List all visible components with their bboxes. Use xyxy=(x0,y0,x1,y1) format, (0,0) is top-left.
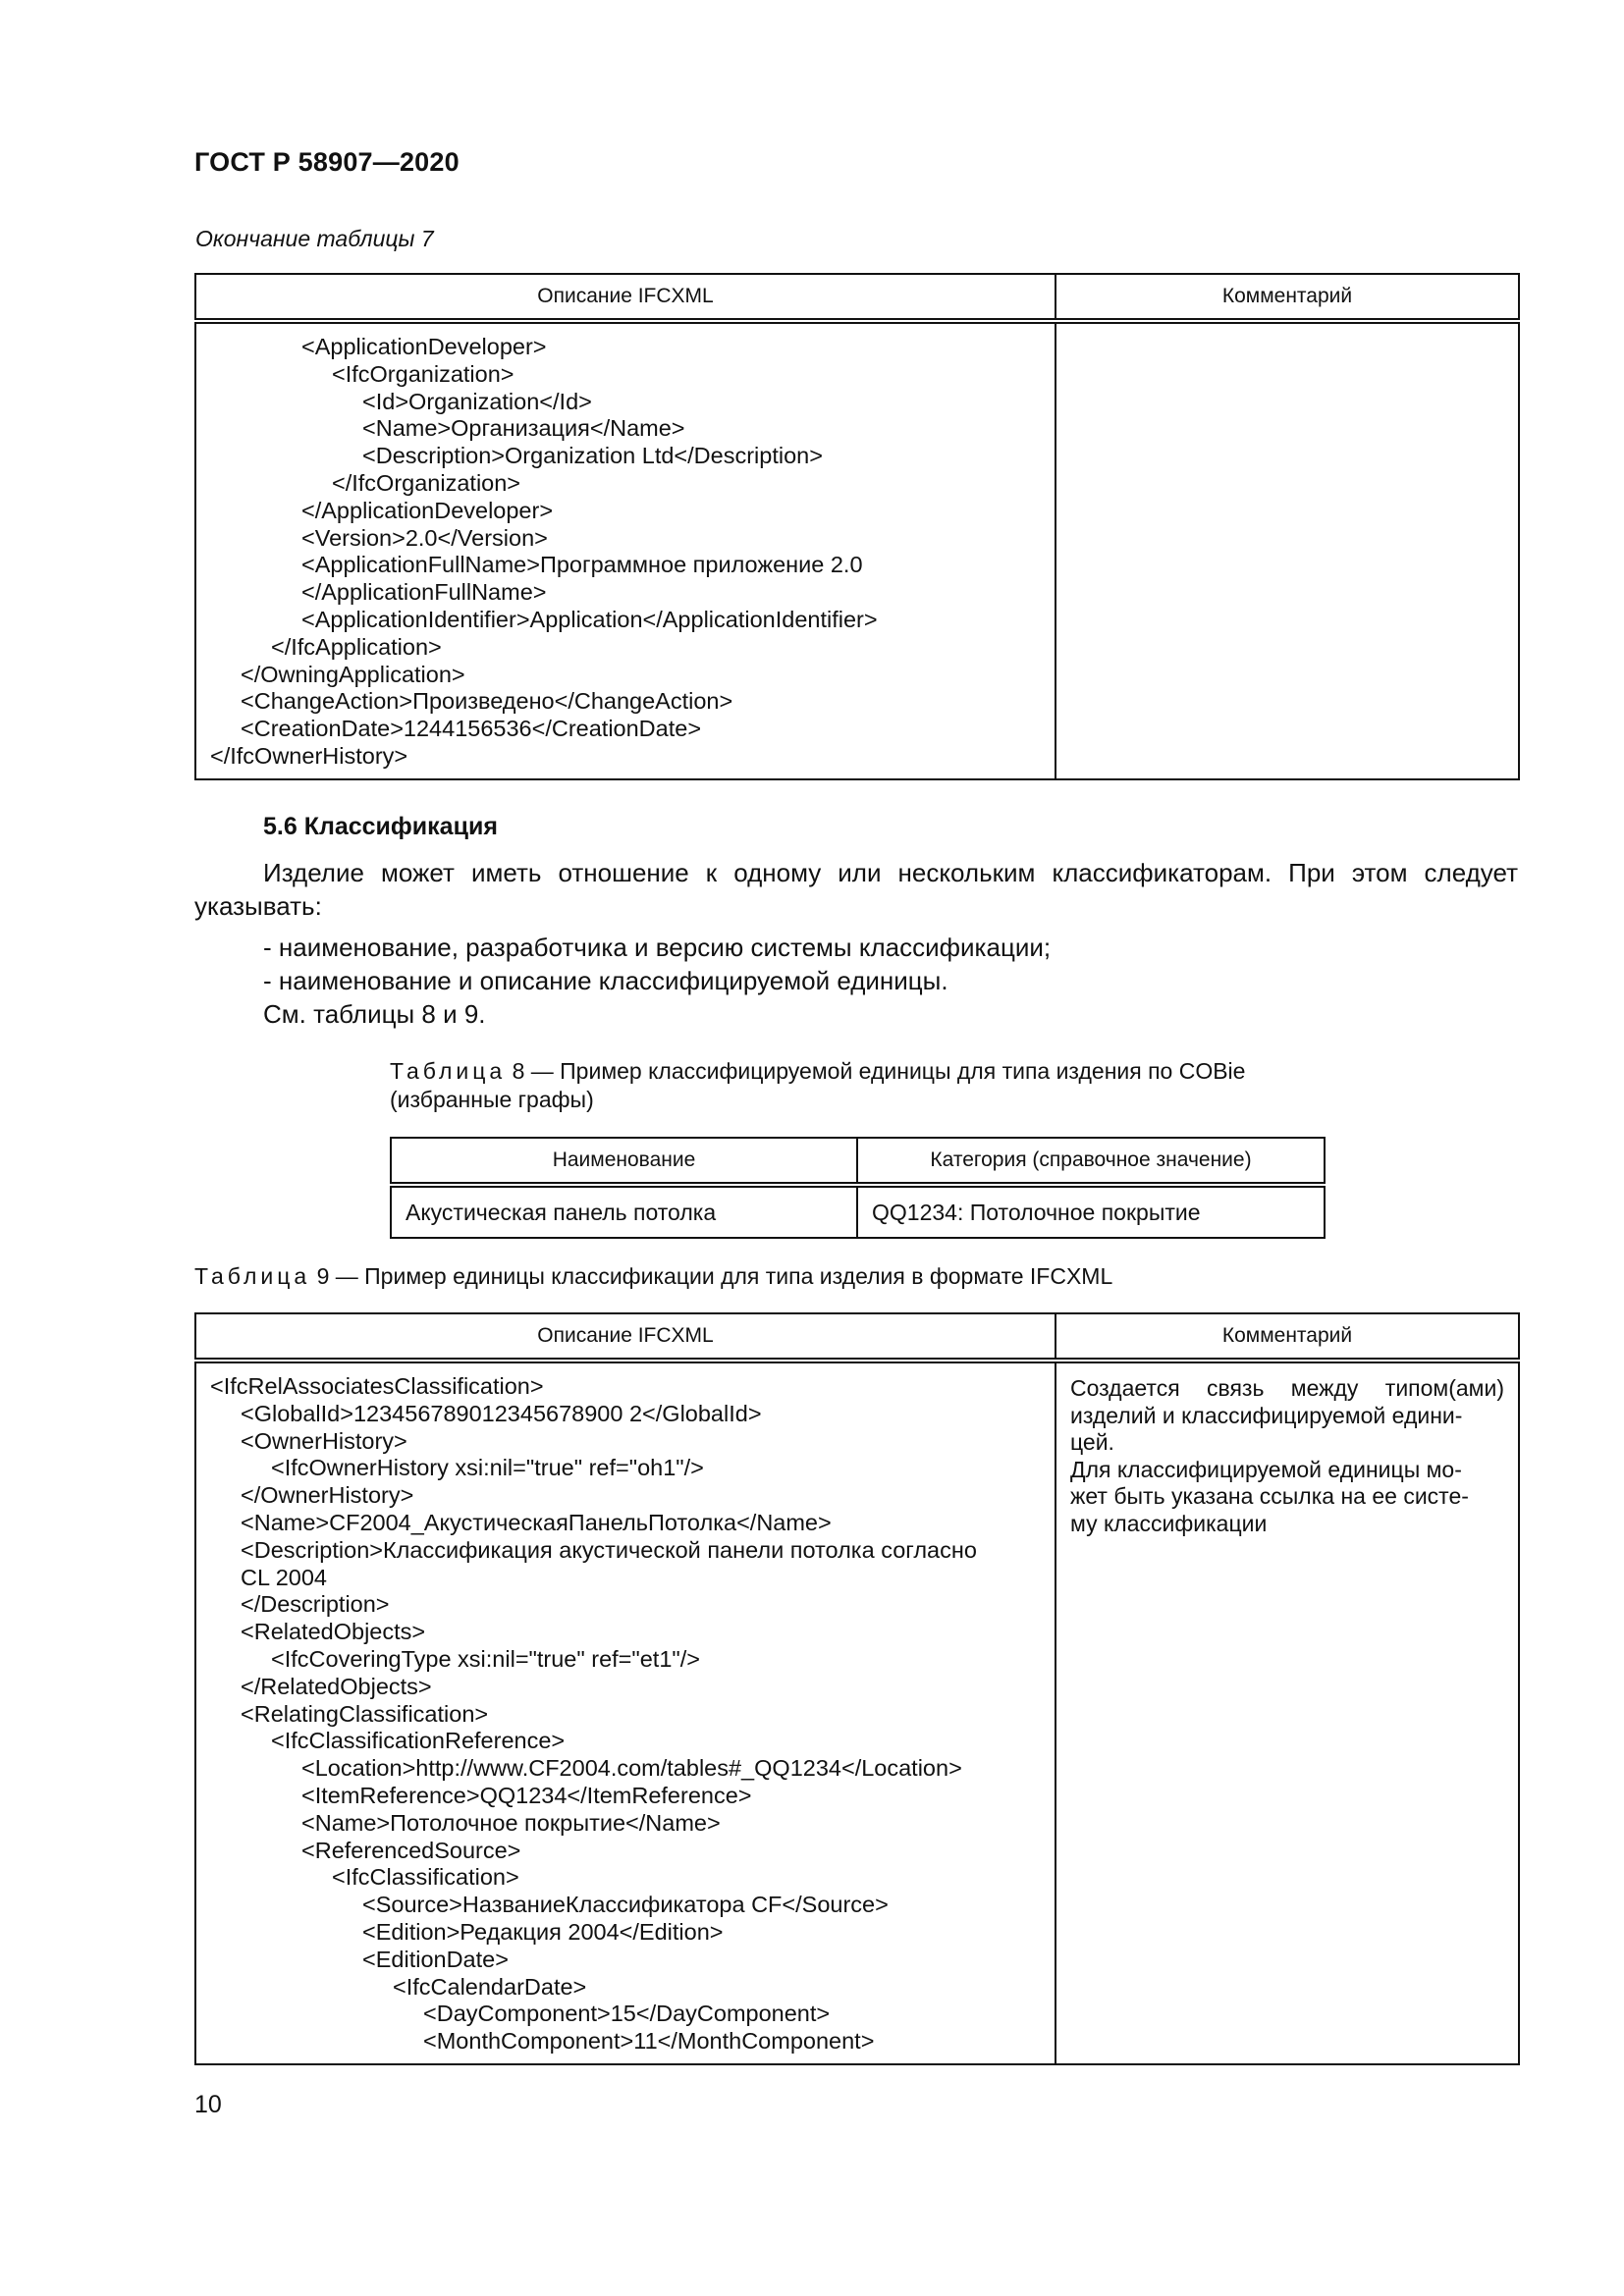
code-line: <Version>2.0</Version> xyxy=(301,524,548,551)
table-7 xyxy=(194,273,1520,780)
code-line: </ApplicationDeveloper> xyxy=(301,497,554,523)
page-number: 10 xyxy=(194,2091,222,2118)
code-line: <Edition>Редакция 2004</Edition> xyxy=(362,1918,724,1945)
code-line: <IfcRelAssociatesClassification> xyxy=(210,1373,544,1399)
code-line: <OwnerHistory> xyxy=(241,1427,407,1454)
code-line: </RelatedObjects> xyxy=(241,1673,432,1699)
code-line: <Name>Потолочное покрытие</Name> xyxy=(301,1809,721,1836)
section-heading: 5.6 Классификация xyxy=(263,813,498,840)
list-item: - наименование, разработчика и версию системы классификации; xyxy=(263,933,1052,962)
column-header-description: Описание IFCXML xyxy=(195,1313,1056,1361)
table-caption-text: 8 — Пример классифицируемой единицы для типа издения по COBie xyxy=(506,1058,1246,1084)
comment-cell xyxy=(1056,321,1519,779)
code-line: <DayComponent>15</DayComponent> xyxy=(423,2001,831,2027)
code-line: </Description> xyxy=(241,1591,390,1618)
table-caption-text: 9 — Пример единицы классификации для типа изделия в формате IFCXML xyxy=(310,1263,1113,1289)
code-line: <ItemReference>QQ1234</ItemReference> xyxy=(301,1782,752,1808)
code-line: </OwnerHistory> xyxy=(241,1482,414,1509)
table-9 xyxy=(194,1312,1520,2065)
column-header-name: Наименование xyxy=(391,1138,857,1185)
code-line: <IfcCalendarDate> xyxy=(393,1973,587,2000)
code-line: <EditionDate> xyxy=(362,1946,509,1972)
table-8-caption xyxy=(390,1057,1245,1086)
code-line: <CreationDate>1244156536</CreationDate> xyxy=(241,716,702,742)
code-line: </OwningApplication> xyxy=(241,661,465,687)
code-cell xyxy=(195,1361,1056,2064)
table-label: Таблица xyxy=(390,1058,507,1084)
table-cell: QQ1234: Потолочное покрытие xyxy=(857,1185,1325,1238)
code-line: <IfcOwnerHistory xsi:nil="true" ref="oh1"/> xyxy=(271,1455,704,1481)
code-line: <IfcClassificationReference> xyxy=(271,1728,566,1754)
code-line: <ApplicationFullName>Программное приложение 2.0 xyxy=(301,552,863,578)
table-cell: Акустическая панель потолка xyxy=(391,1185,857,1238)
code-line: </IfcOwnerHistory> xyxy=(210,742,408,769)
code-line: <IfcClassification> xyxy=(332,1864,519,1891)
code-line: <ApplicationIdentifier>Application</ApplicationIdentifier> xyxy=(301,606,878,632)
table-label: Таблица xyxy=(194,1263,311,1289)
code-line: <ReferencedSource> xyxy=(301,1837,521,1863)
comment-cell xyxy=(1056,1361,1519,2064)
code-line: <Name>Организация</Name> xyxy=(362,415,685,442)
code-line: <Source>НазваниеКлассификатора CF</Source> xyxy=(362,1892,889,1918)
see-tables-text: См. таблицы 8 и 9. xyxy=(263,999,486,1029)
column-header-comment: Комментарий xyxy=(1056,1313,1519,1361)
column-header-description: Описание IFCXML xyxy=(195,274,1056,321)
code-line: <IfcCoveringType xsi:nil="true" ref="et1"/> xyxy=(271,1645,700,1672)
code-line: <Id>Organization</Id> xyxy=(362,388,592,414)
code-line: </IfcOrganization> xyxy=(332,469,521,496)
column-header-comment: Комментарий xyxy=(1056,274,1519,321)
table-8 xyxy=(390,1137,1326,1239)
code-line: <MonthComponent>11</MonthComponent> xyxy=(423,2028,875,2055)
comment-text: Создается связь между типом(ами) изделий и классифицируемой едини- цей. Для классифицируемой единицы мо- жет быть указана ссылка на ее систе- му классификации xyxy=(1070,1375,1504,1536)
code-line: <Location>http://www.CF2004.com/tables#_QQ1234</Location> xyxy=(301,1755,962,1782)
list-item: - наименование и описание классифицируемой единицы. xyxy=(263,966,948,995)
code-line: <RelatingClassification> xyxy=(241,1700,489,1727)
code-line: </IfcApplication> xyxy=(271,633,442,660)
comment-text xyxy=(1056,324,1518,344)
column-header-category: Категория (справочное значение) xyxy=(857,1138,1325,1185)
code-line: <ApplicationDeveloper> xyxy=(301,334,547,359)
section-paragraph: Изделие может иметь отношение к одному или нескольким классификаторам. При этом следует указывать: xyxy=(194,858,1518,921)
code-line: <GlobalId>123456789012345678900 2</GlobalId> xyxy=(241,1400,762,1426)
code-line: <IfcOrganization> xyxy=(332,360,514,387)
code-cell xyxy=(195,321,1056,779)
code-line: <ChangeAction>Произведено</ChangeAction> xyxy=(241,688,733,715)
code-line: <RelatedObjects> xyxy=(241,1619,426,1645)
code-line: <Description>Organization Ltd</Description> xyxy=(362,443,823,469)
code-line: CL 2004 xyxy=(241,1564,327,1590)
code-line: </ApplicationFullName> xyxy=(301,579,547,606)
table-8-caption-line2: (избранные графы) xyxy=(390,1087,594,1112)
code-line: <Name>CF2004_АкустическаяПанельПотолка</Name> xyxy=(241,1509,832,1535)
table-continuation-caption: Окончание таблицы 7 xyxy=(195,226,434,251)
ifcxml-code-block xyxy=(196,324,1055,778)
document-id-header: ГОСТ Р 58907—2020 xyxy=(194,147,460,177)
code-line: <Description>Классификация акустической панели потолка согласно xyxy=(241,1536,977,1563)
table-9-caption xyxy=(194,1262,1112,1291)
ifcxml-code-block xyxy=(196,1363,1055,2063)
